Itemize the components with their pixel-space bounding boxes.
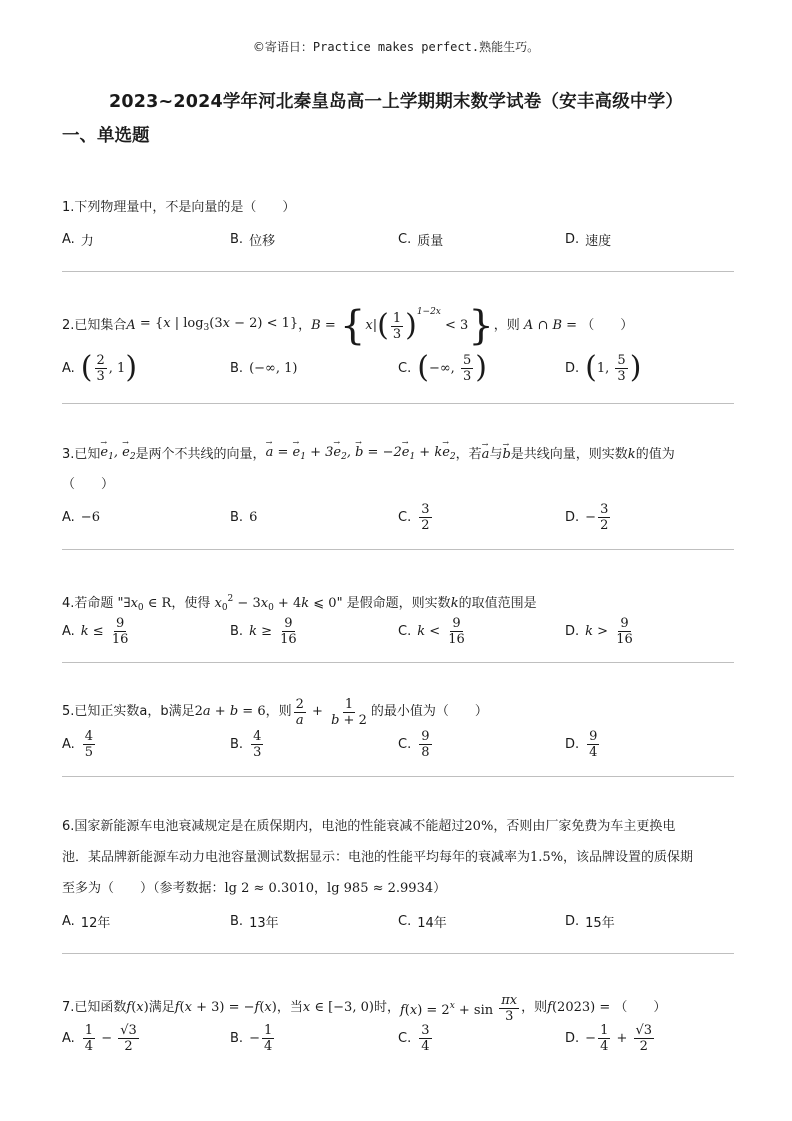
- value: , 1: [108, 360, 126, 376]
- q2-paren-r: ): [405, 308, 417, 343]
- option-label: D.: [565, 231, 580, 247]
- divider: [62, 271, 734, 272]
- option-label: D.: [565, 623, 580, 639]
- value: 1,: [596, 360, 614, 376]
- q2-option-a[interactable]: [62, 346, 137, 390]
- question-3-stem: [62, 444, 734, 466]
- q2-prefix: 2.已知集合: [62, 318, 127, 333]
- q5-option-b[interactable]: [230, 722, 265, 766]
- q4-k: k: [450, 595, 459, 611]
- option-text: 13年: [249, 915, 279, 931]
- q1-option-d[interactable]: [565, 217, 611, 261]
- header-motto: [0, 38, 792, 55]
- q3-b: → b: [502, 446, 510, 464]
- q7-t3: 时，: [373, 1000, 400, 1015]
- divider: [62, 662, 734, 663]
- q6-text: 池．某品牌新能源车动力电池容量测试数据显示：电池的性能平均每年的衰减率为: [62, 850, 531, 865]
- q4-option-b[interactable]: [230, 609, 301, 653]
- option-label: A.: [62, 736, 75, 752]
- q2-set-b: B: [311, 318, 321, 333]
- option-label: A.: [62, 231, 75, 247]
- fraction: $\frac{9}{4}$: [589, 728, 598, 760]
- option-text: 位移: [249, 233, 276, 249]
- question-1-stem: 1.下列物理量中，不是向量的是（ ）: [62, 200, 296, 215]
- option-label: B.: [230, 623, 244, 639]
- question-6-line-2: [62, 849, 734, 867]
- fraction: $\frac{1}{4}$: [600, 1022, 609, 1054]
- option-label: B.: [230, 913, 244, 929]
- option-text: 6: [249, 509, 258, 525]
- divider: [62, 403, 734, 404]
- q2-left-brace: {: [339, 303, 366, 349]
- q6-option-b[interactable]: [230, 899, 279, 943]
- fraction: $\frac{4}{3}$: [253, 728, 262, 760]
- q2-x: x: [365, 318, 373, 333]
- q3-blank: （ ）: [62, 477, 115, 492]
- q3-t5: 的值为: [635, 447, 675, 462]
- option-label: A.: [62, 360, 75, 376]
- fraction: $\frac{9}{16}$: [111, 615, 129, 647]
- q3-t4: 是共线向量，则实数: [510, 447, 628, 462]
- q2-option-b[interactable]: [230, 346, 297, 390]
- q5-condition: 2a + b = 6: [194, 704, 266, 719]
- q7-option-b[interactable]: [230, 1016, 276, 1060]
- q2-set-b-eq: =: [320, 318, 340, 333]
- question-6-line-1: [62, 818, 734, 836]
- q7-t1: 满足: [148, 1000, 175, 1015]
- option-label: A.: [62, 509, 75, 525]
- minus: −: [97, 1030, 117, 1046]
- q2-sep: ，: [298, 318, 312, 333]
- fraction: $\frac{2}{3}$: [96, 352, 105, 384]
- q7-fx: f(x): [126, 1000, 149, 1015]
- q6-text: 至多为（ ）（参考数据：: [62, 881, 225, 896]
- paren: ): [629, 350, 642, 385]
- q2-right-brace: }: [468, 303, 494, 349]
- divider: [62, 776, 734, 777]
- option-label: B.: [230, 509, 244, 525]
- q3-option-d[interactable]: [565, 495, 612, 539]
- q7-prefix: 7.已知函数: [62, 1000, 127, 1015]
- option-text: 15年: [585, 915, 615, 931]
- paren: (: [417, 350, 429, 385]
- q3-vec-a: → a = → $e_1 + 3\to e_2$, → $b = -2\to e_1 + k\to e_2$: [266, 444, 456, 466]
- fraction: $\frac{5}{3}$: [617, 352, 626, 384]
- option-label: D.: [565, 360, 580, 376]
- option-label: A.: [62, 1030, 75, 1046]
- option-label: C.: [398, 231, 412, 247]
- q7-t4: ，则: [521, 1000, 548, 1015]
- option-text: 12年: [80, 915, 111, 931]
- q3-t3: 与: [489, 447, 503, 462]
- q7-t2: ，当: [276, 1000, 303, 1015]
- section-title: 一、单选题: [62, 126, 150, 146]
- q7-functional-eq: f(x + 3) = −f(x): [174, 1000, 277, 1015]
- q4-prefix: 4.若命题 ": [62, 595, 124, 611]
- value: −∞,: [428, 360, 459, 376]
- minus: −: [585, 509, 597, 525]
- option-label: D.: [565, 736, 580, 752]
- q7-option-d[interactable]: [565, 1016, 656, 1060]
- question-4-options: [62, 609, 734, 653]
- q6-text: 6.国家新能源车电池衰减规定是在质保期内，电池的性能衰减不能超过: [62, 819, 465, 834]
- question-7-options: [62, 1016, 734, 1060]
- option-label: C.: [398, 913, 412, 929]
- q6-reference-data: lg 2 ≈ 0.3010，lg 985 ≈ 2.9934: [224, 881, 434, 896]
- option-text: 14年: [417, 915, 447, 931]
- option-text: 力: [80, 233, 94, 249]
- option-label: A.: [62, 913, 75, 929]
- fraction: $\frac{4}{5}$: [84, 728, 94, 760]
- option-label: B.: [230, 1030, 244, 1046]
- question-6-line-3: [62, 880, 734, 898]
- divider: [62, 953, 734, 954]
- q3-option-c[interactable]: [398, 495, 434, 539]
- q4-option-c[interactable]: [398, 609, 469, 653]
- q4-proposition: $\exists x_0$ ∈ R，使得 $x_0^2 - 3x_0 + 4k$ ⩽ 0: [123, 594, 337, 613]
- relation: k ≥: [249, 623, 277, 639]
- fraction: $\frac{2}{a}$: [295, 696, 304, 728]
- q5-mid: ，则: [265, 704, 292, 719]
- q1-option-b[interactable]: [230, 217, 275, 261]
- q6-option-c[interactable]: [398, 899, 447, 943]
- q3-t1: 是两个不共线的向量，: [135, 447, 266, 462]
- fraction: $\frac{√3}{2}$: [635, 1022, 653, 1054]
- fraction: $\frac{3}{4}$: [421, 1022, 430, 1054]
- option-text: 质量: [417, 233, 444, 249]
- q6-close-paren: ）: [433, 881, 447, 896]
- relation: k ≤: [80, 623, 108, 639]
- q1-option-c[interactable]: [398, 217, 443, 261]
- option-label: C.: [398, 1030, 412, 1046]
- q6-option-a[interactable]: [62, 899, 110, 943]
- fraction: $\frac{9}{8}$: [421, 728, 430, 760]
- fraction: $\frac{1}{3}$: [392, 310, 402, 342]
- option-label: B.: [230, 736, 244, 752]
- q2-intersection: A ∩ B =: [519, 318, 582, 333]
- option-label: C.: [398, 509, 412, 525]
- q7-blank: （ ）: [614, 1000, 667, 1015]
- q2-option-c[interactable]: [398, 346, 487, 390]
- fraction: $\frac{5}{3}$: [462, 352, 472, 384]
- question-2-stem: [62, 300, 734, 352]
- option-label: C.: [398, 623, 412, 639]
- fraction: $\frac{\pi x}{3}$: [501, 992, 518, 1024]
- q3-vectors: → $e_1$, → $e_2$: [100, 444, 135, 466]
- q4-option-d[interactable]: [565, 609, 637, 653]
- option-label: D.: [565, 509, 580, 525]
- plus: +: [612, 1030, 632, 1046]
- q7-domain: x ∈ [−3, 0): [302, 1000, 374, 1015]
- q2-set-a: A: [126, 318, 136, 333]
- option-label: B.: [230, 360, 244, 376]
- q2-blank: （ ）: [581, 318, 634, 333]
- q3-k: k: [627, 447, 636, 462]
- fraction: $\frac{9}{16}$: [448, 615, 465, 647]
- question-2-options: [62, 346, 734, 390]
- q6-option-d[interactable]: [565, 899, 615, 943]
- q2-bar: |: [372, 318, 378, 333]
- exam-title: 2023~2024学年河北秦皇岛高一上学期期末数学试卷（安丰高级中学）: [108, 92, 684, 112]
- q3-t2: ，若: [455, 447, 482, 462]
- option-label: C.: [398, 360, 412, 376]
- q5-option-d[interactable]: [565, 722, 601, 766]
- q5-end: 的最小值为（ ）: [370, 704, 488, 719]
- question-6-options: [62, 899, 734, 943]
- question-3-options: [62, 495, 734, 539]
- option-label: B.: [230, 231, 244, 247]
- q7-target: f(2023) =: [547, 1000, 615, 1015]
- question-1-options: [62, 217, 734, 261]
- paren: (: [585, 350, 597, 385]
- fraction: $\frac{1}{4}$: [84, 1022, 94, 1054]
- q6-percent-1: 20%: [464, 819, 494, 834]
- option-text: −6: [80, 509, 100, 525]
- paren: ): [475, 350, 487, 385]
- q5-option-c[interactable]: [398, 722, 434, 766]
- q5-option-a[interactable]: [62, 722, 97, 766]
- fraction: $\frac{√3}{2}$: [120, 1022, 137, 1054]
- option-label: D.: [565, 1030, 580, 1046]
- q7-option-a[interactable]: [62, 1016, 141, 1060]
- q4-end: 的取值范围是: [458, 595, 537, 611]
- q7-definition: $f(x) = 2^x + \sin$: [399, 1000, 498, 1018]
- option-label: D.: [565, 913, 580, 929]
- option-text: 速度: [585, 233, 612, 249]
- fraction: $\frac{1}{4}$: [263, 1022, 273, 1054]
- q6-percent-2: 1.5%: [530, 850, 564, 865]
- option-label: C.: [398, 736, 412, 752]
- value: (−∞, 1): [249, 360, 298, 376]
- q6-text: ，该品牌设置的质保期: [563, 850, 694, 865]
- relation: k >: [585, 623, 613, 639]
- fraction: $\frac{1}{b + 2}$: [331, 696, 367, 728]
- fraction: $\frac{3}{2}$: [421, 501, 430, 533]
- q2-suffix: ，则: [493, 318, 520, 333]
- fraction: $\frac{3}{2}$: [600, 501, 609, 533]
- paren: (: [80, 350, 93, 385]
- question-5-options: [62, 722, 734, 766]
- q2-paren-l: (: [377, 308, 389, 343]
- q3-prefix: 3.已知: [62, 447, 101, 462]
- q6-text: ，否则由厂家免费为车主更换电: [493, 819, 676, 834]
- divider: [62, 549, 734, 550]
- q2-exponent: 1−2x: [416, 307, 441, 317]
- q2-set-a-def: = {x | $\log_3(3x - 2) < 1$}: [135, 316, 299, 333]
- q2-option-d[interactable]: [565, 346, 641, 390]
- motto-prefix: ©寄语日：: [252, 40, 313, 54]
- q3-option-b[interactable]: [230, 495, 257, 539]
- motto-suffix: 熟能生巧。: [479, 40, 540, 54]
- q3-option-a[interactable]: [62, 495, 100, 539]
- q2-lt: < 3: [440, 318, 469, 333]
- q5-prefix: 5.已知正实数a，b满足: [62, 704, 195, 719]
- option-label: A.: [62, 623, 75, 639]
- q7-option-c[interactable]: [398, 1016, 434, 1060]
- minus: −: [249, 1030, 260, 1046]
- q3-a: → a: [482, 446, 490, 464]
- motto-english: Practice makes perfect.: [312, 40, 480, 54]
- paren: ): [125, 350, 138, 385]
- q4-suffix: " 是假命题，则实数: [336, 595, 451, 611]
- relation: k <: [417, 623, 445, 639]
- plus: +: [307, 704, 328, 719]
- fraction: $\frac{9}{16}$: [616, 615, 633, 647]
- fraction: $\frac{9}{16}$: [280, 615, 297, 647]
- q4-option-a[interactable]: [62, 609, 132, 653]
- q1-option-a[interactable]: [62, 217, 94, 261]
- minus: −: [585, 1030, 597, 1046]
